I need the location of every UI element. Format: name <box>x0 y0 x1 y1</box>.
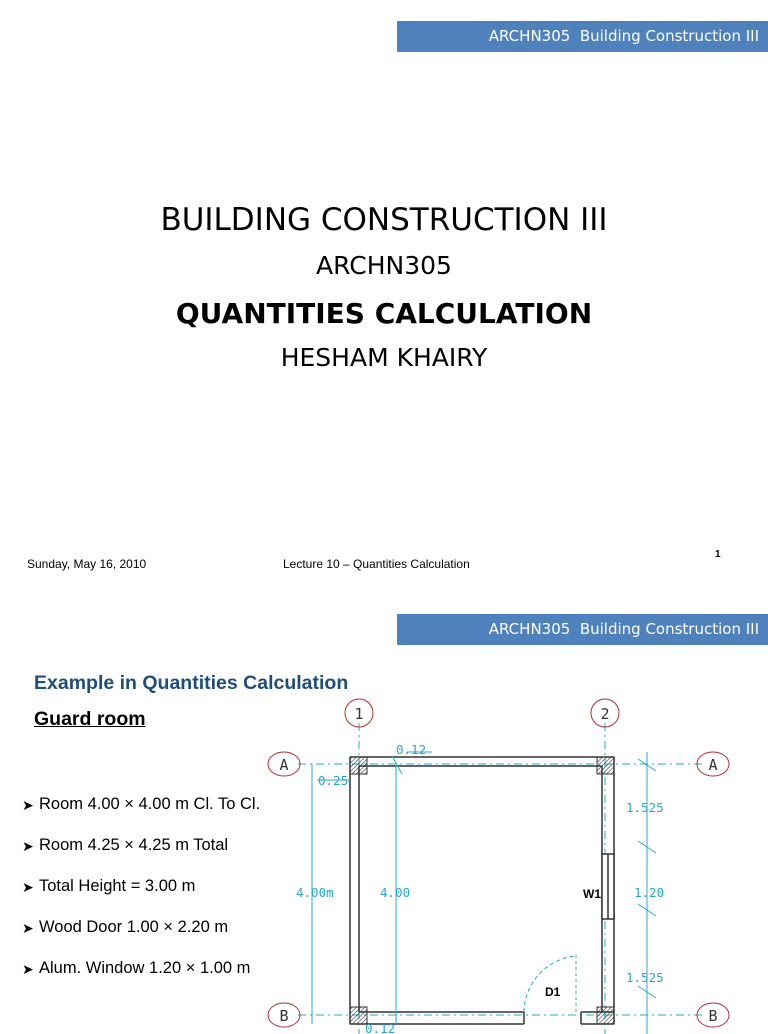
course-header-bar: ARCHN305 Building Construction III <box>397 614 768 645</box>
title-block <box>0 198 768 378</box>
door-label: D1 <box>545 985 561 999</box>
content-slide <box>0 590 768 1034</box>
dimension-label: 1.525 <box>626 800 664 815</box>
dimension-label: 4.00m <box>296 885 334 900</box>
subject-title: QUANTITIES CALCULATION <box>175 297 593 330</box>
author-name: HESHAM KHAIRY <box>280 343 488 372</box>
dimension-label: 1.20 <box>634 885 665 900</box>
grid-marker-2: 2 <box>600 705 610 723</box>
course-header-bar: ARCHN305 Building Construction III <box>397 21 768 52</box>
list-item: ➤ Total Height = 3.00 m <box>22 877 196 895</box>
footer-date: Sunday, May 16, 2010 <box>27 557 147 571</box>
arrow-bullet-icon: ➤ <box>22 797 34 813</box>
arrow-bullet-icon: ➤ <box>22 920 34 936</box>
list-item: ➤ Room 4.25 × 4.25 m Total <box>22 836 229 854</box>
grid-marker-b-right: B <box>708 1007 718 1025</box>
grid-marker-b-left: B <box>279 1007 289 1025</box>
door-swing <box>524 952 576 1012</box>
bullet-list <box>22 795 260 1000</box>
grid-marker-a-right: A <box>708 756 718 774</box>
page-number: 1 <box>715 549 721 560</box>
dimension-label: 0.25 <box>318 773 349 788</box>
arrow-bullet-icon: ➤ <box>22 838 34 854</box>
grid-marker-a-left: A <box>279 756 289 774</box>
dimension-label: 0.12 <box>396 742 427 757</box>
course-code: ARCHN305 <box>316 251 452 280</box>
list-item: ➤ Wood Door 1.00 × 2.20 m <box>22 918 229 936</box>
list-item: ➤ Room 4.00 × 4.00 m Cl. To Cl. <box>22 795 261 813</box>
footer-lecture: Lecture 10 – Quantities Calculation <box>283 557 470 571</box>
arrow-bullet-icon: ➤ <box>22 879 34 895</box>
slide-title: Example in Quantities Calculation <box>34 672 349 694</box>
window-label: W1 <box>583 887 601 901</box>
window-w1 <box>602 854 614 919</box>
list-item: ➤ Alum. Window 1.20 × 1.00 m <box>22 959 251 977</box>
main-title: BUILDING CONSTRUCTION III <box>160 202 608 238</box>
slide-subtitle: Guard room <box>34 708 146 730</box>
arrow-bullet-icon: ➤ <box>22 961 34 977</box>
dimension-label: 4.00 <box>380 885 411 900</box>
dimension-label: 1.525 <box>626 970 664 985</box>
dimension-label: 0.12 <box>365 1021 396 1034</box>
grid-marker-1: 1 <box>354 705 364 723</box>
guard-room-floor-plan <box>262 694 768 1034</box>
